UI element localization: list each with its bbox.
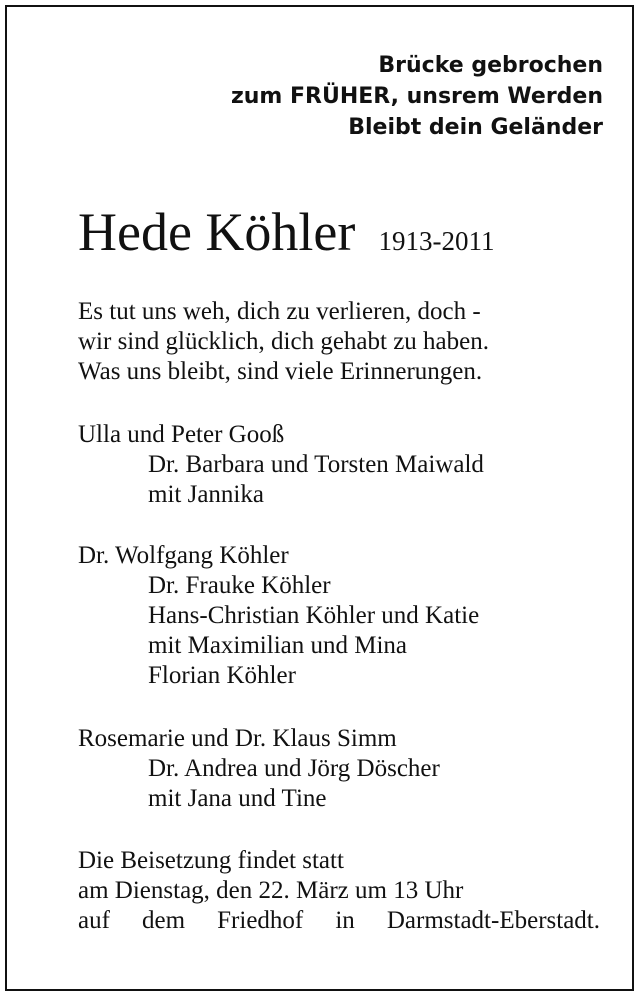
family-head: Dr. Wolfgang Köhler	[78, 542, 289, 569]
deceased-years: 1913-2011	[378, 226, 495, 256]
deceased-name: Hede Köhler	[78, 202, 356, 262]
motto-line: zum FRÜHER, unsrem Werden	[230, 84, 603, 109]
family-head: Ulla und Peter Gooß	[78, 421, 285, 448]
family-member: Dr. Barbara und Torsten Maiwald	[148, 451, 484, 478]
motto-line: Brücke gebrochen	[378, 53, 603, 78]
family-member: Hans-Christian Köhler und Katie	[148, 602, 480, 629]
family-group	[78, 420, 484, 510]
funeral-line: auf dem Friedhof in Darmstadt-Eberstadt.	[78, 907, 600, 934]
family-member: mit Maximilian und Mina	[148, 632, 408, 659]
funeral-info	[78, 846, 600, 936]
funeral-line: am Dienstag, den 22. März um 13 Uhr	[78, 877, 464, 904]
family-member: Florian Köhler	[148, 662, 296, 689]
motto-verse	[231, 50, 603, 143]
funeral-line: Die Beisetzung findet statt	[78, 847, 344, 874]
family-group	[78, 724, 440, 814]
family-head: Rosemarie und Dr. Klaus Simm	[78, 725, 397, 752]
family-member: mit Jannika	[148, 481, 264, 508]
quote-line: Was uns bleibt, sind viele Erinnerungen.	[78, 358, 483, 385]
quote-line: Es tut uns weh, dich zu verlieren, doch -	[78, 298, 481, 325]
motto-line: Bleibt dein Geländer	[348, 115, 603, 140]
deceased-heading	[78, 200, 494, 264]
family-member: Dr. Andrea und Jörg Döscher	[148, 755, 440, 782]
quote-block	[78, 297, 489, 387]
family-member: mit Jana und Tine	[148, 785, 327, 812]
family-member: Dr. Frauke Köhler	[148, 572, 331, 599]
family-group	[78, 541, 479, 691]
quote-line: wir sind glücklich, dich gehabt zu haben.	[78, 328, 489, 355]
